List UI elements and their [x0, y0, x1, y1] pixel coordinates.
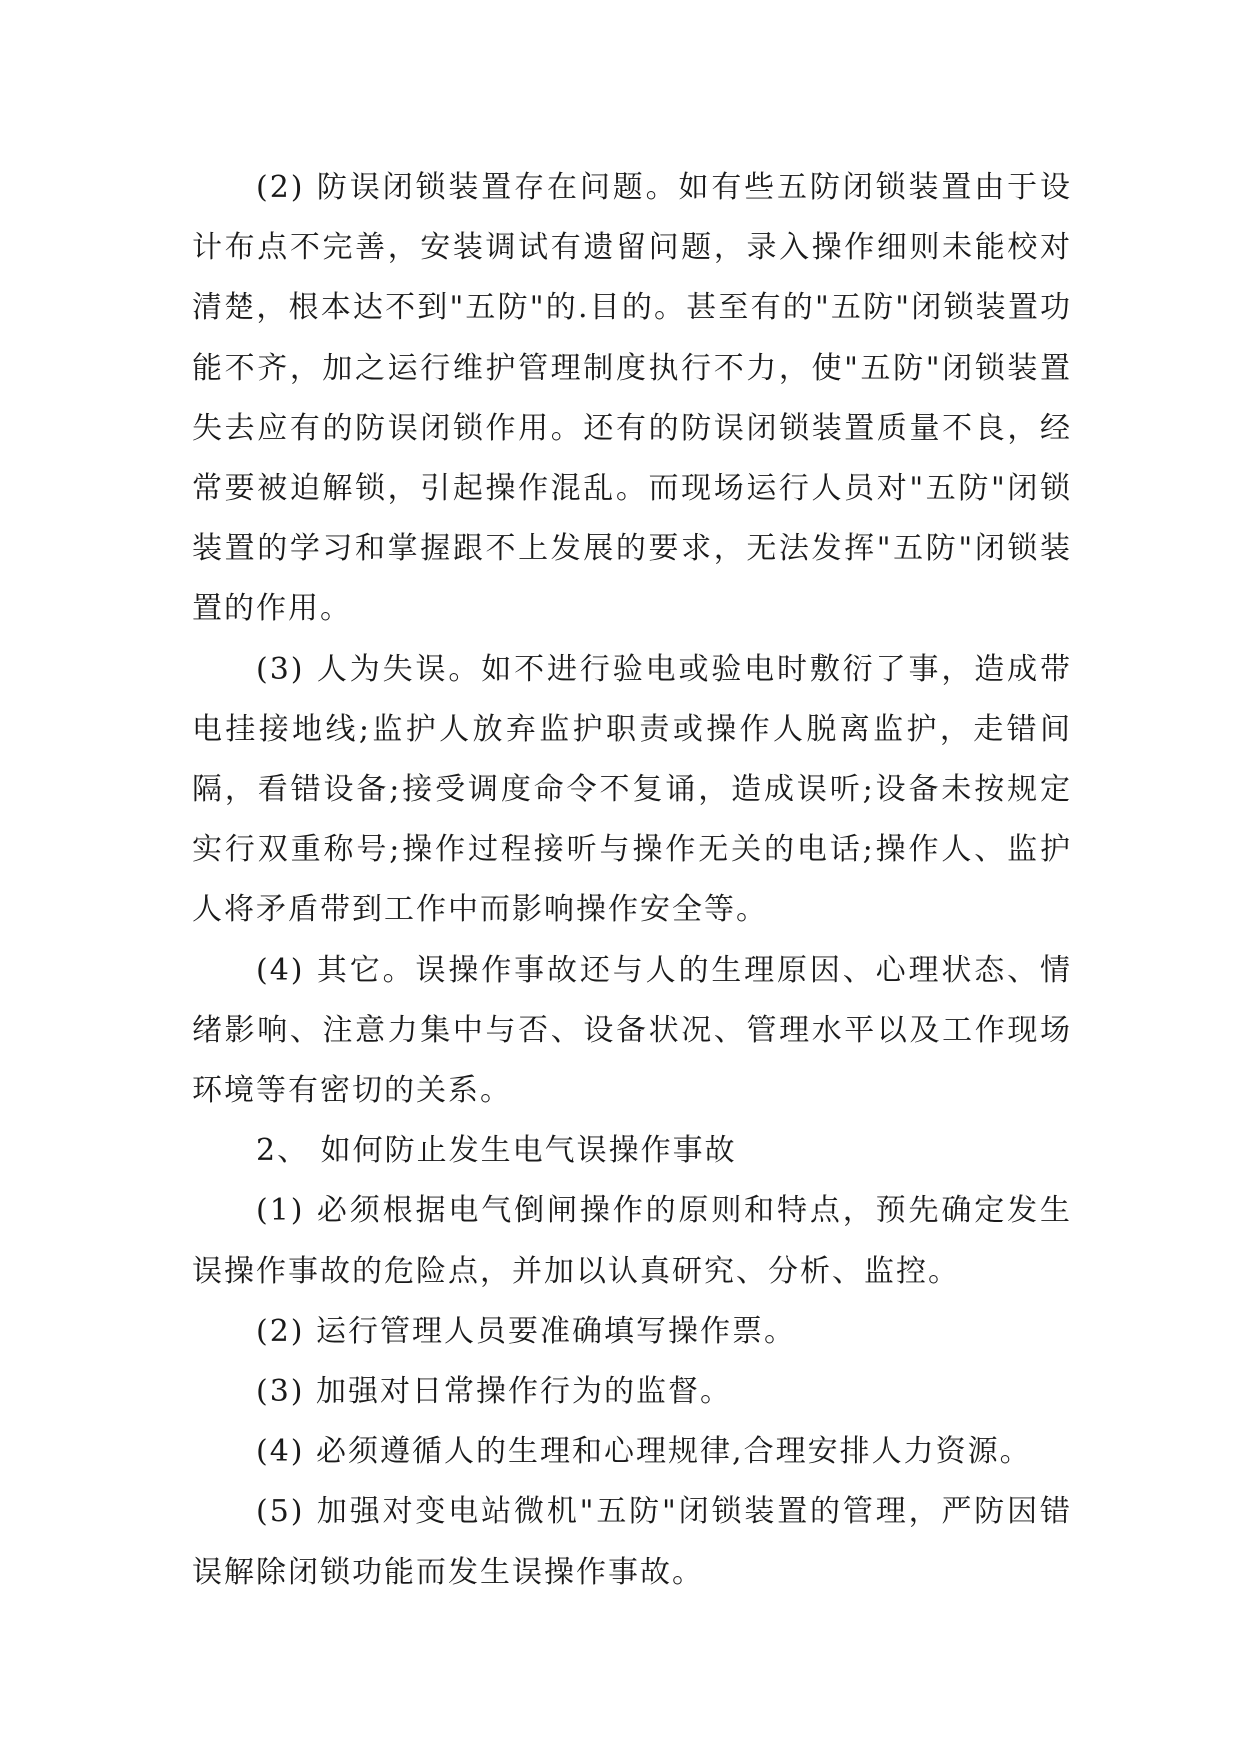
paragraph-prevention-5: (5) 加强对变电站微机"五防"闭锁装置的管理，严防因错误解除闭锁功能而发生误操作事故。 — [192, 1494, 1072, 1590]
paragraph-other-factors: (4) 其它。误操作事故还与人的生理原因、心理状态、情绪影响、注意力集中与否、设备状况、管理水平以及工作现场环境等有密切的关系。 — [192, 952, 1072, 1109]
paragraph-prevention-3: (3) 加强对日常操作行为的监督。 — [256, 1374, 733, 1410]
paragraph-anti-misoperation-lock-issues: (2) 防误闭锁装置存在问题。如有些五防闭锁装置由于设计布点不完善，安装调试有遗留问题，录入操作细则未能校对清楚，根本达不到"五防"的.目的。甚至有的"五防"闭锁装置功能不齐，加之运行维护管理制度执行不力，使"五防"闭锁装置失去应有的防误闭锁作用。还有的防误闭锁装置质量不良，经常要被迫解锁，引起操作混乱。而现场运行人员对"五防"闭锁装置的学习和掌握跟不上发展的要求，无法发挥"五防"闭锁装置的作用。 — [192, 170, 1072, 627]
body-text — [192, 158, 1072, 1603]
paragraph-prevention-1: (1) 必须根据电气倒闸操作的原则和特点，预先确定发生误操作事故的危险点，并加以认真研究、分析、监控。 — [192, 1193, 1072, 1289]
paragraph-prevention-4: (4) 必须遵循人的生理和心理规律,合理安排人力资源。 — [256, 1434, 1032, 1470]
paragraph-prevention-2: (2) 运行管理人员要准确填写操作票。 — [256, 1313, 797, 1349]
paragraph-human-error: (3) 人为失误。如不进行验电或验电时敷衍了事，造成带电挂接地线;监护人放弃监护职责或操作人脱离监护，走错间隔，看错设备;接受调度命令不复诵，造成误听;设备未按规定实行双重称号;操作过程接听与操作无关的电话;操作人、监护人将矛盾带到工作中而影响操作安全等。 — [192, 651, 1072, 928]
section-heading-prevention: 2、 如何防止发生电气误操作事故 — [256, 1133, 737, 1169]
